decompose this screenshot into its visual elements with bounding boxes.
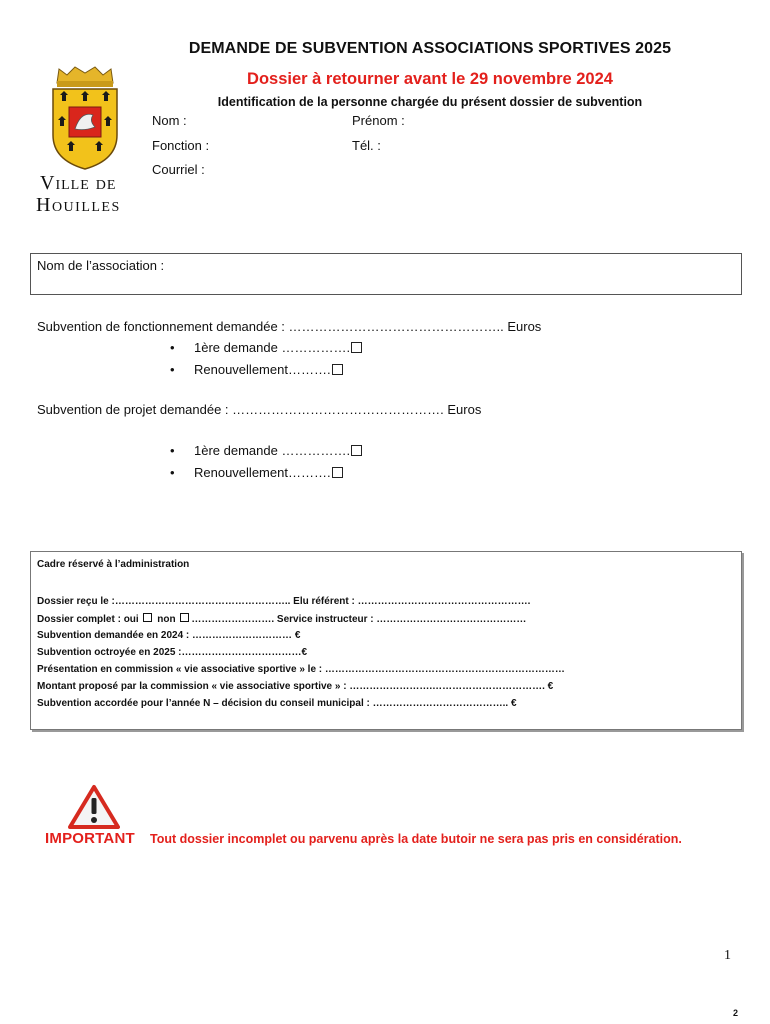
checkbox[interactable] xyxy=(351,342,362,353)
admin-presentation-line: Présentation en commission « vie associative sportive » le : ……………………………………………………………… xyxy=(37,664,565,675)
admin-octroyee-line: Subvention octroyée en 2025 :………………………………€ xyxy=(37,647,308,658)
page-title: DEMANDE DE SUBVENTION ASSOCIATIONS SPORTIVES 2025 xyxy=(188,40,672,57)
admin-accordee-line: Subvention accordée pour l’année N – décision du conseil municipal : ………………………………….. € xyxy=(37,698,517,709)
admin-demandee-line: Subvention demandée en 2024 : ………………………… € xyxy=(37,630,301,641)
bullet: • xyxy=(170,340,175,355)
bullet: • xyxy=(170,362,175,377)
association-name-label: Nom de l’association : xyxy=(37,258,165,273)
bullet: • xyxy=(170,465,175,480)
identification-heading: Identification de la personne chargée du présent dossier de subvention xyxy=(217,95,643,109)
warning-text: Tout dossier incomplet ou parvenu après la date butoir ne sera pas pris en considération. xyxy=(150,832,682,846)
city-name-line1: Ville de xyxy=(40,172,117,194)
option-label: 1ère demande ……………. xyxy=(194,443,351,458)
city-name-line2: Houilles xyxy=(36,194,121,216)
warning-triangle-icon xyxy=(68,784,120,830)
bullet: • xyxy=(170,443,175,458)
association-name-box[interactable] xyxy=(30,253,742,295)
list-item xyxy=(170,443,362,458)
admin-title: Cadre réservé à l’administration xyxy=(37,559,190,570)
admin-complet-line xyxy=(37,613,526,625)
admin-recu-line: Dossier reçu le :…………………………………………….. Elu référent : ……………………………………………. xyxy=(37,596,531,607)
checkbox[interactable] xyxy=(351,445,362,456)
nom-field-label: Nom : xyxy=(152,113,187,128)
coat-of-arms-icon xyxy=(45,65,125,170)
deadline-notice: Dossier à retourner avant le 29 novembre 2024 xyxy=(247,70,613,88)
list-item xyxy=(170,362,343,377)
checkbox[interactable] xyxy=(332,364,343,375)
important-label: IMPORTANT xyxy=(45,830,135,847)
prenom-field-label: Prénom : xyxy=(352,113,405,128)
admin-complet-non: non xyxy=(157,614,176,625)
subvention-fonctionnement-line: Subvention de fonctionnement demandée : ………………………………………….. Euros xyxy=(37,319,542,334)
option-label: Renouvellement………. xyxy=(194,362,331,377)
fonction-field-label: Fonction : xyxy=(152,138,210,153)
page-number: 1 xyxy=(724,948,731,963)
list-item xyxy=(170,340,362,355)
subvention-projet-line: Subvention de projet demandée : …………………………………………. Euros xyxy=(37,402,482,417)
oui-checkbox[interactable] xyxy=(143,613,152,622)
admin-service-label: ……………………. Service instructeur : ……………………………………… xyxy=(191,614,527,625)
admin-complet-label: Dossier complet : oui xyxy=(37,614,139,625)
admin-reserved-box xyxy=(30,551,742,730)
page-number-small: 2 xyxy=(733,1008,739,1018)
option-label: Renouvellement………. xyxy=(194,465,331,480)
tel-field-label: Tél. : xyxy=(352,138,381,153)
admin-montant-line: Montant proposé par la commission « vie associative sportive » : …………………….……………………………. € xyxy=(37,681,554,692)
non-checkbox[interactable] xyxy=(180,613,189,622)
option-label: 1ère demande ……………. xyxy=(194,340,351,355)
courriel-field-label: Courriel : xyxy=(152,162,205,177)
list-item xyxy=(170,465,343,480)
checkbox[interactable] xyxy=(332,467,343,478)
